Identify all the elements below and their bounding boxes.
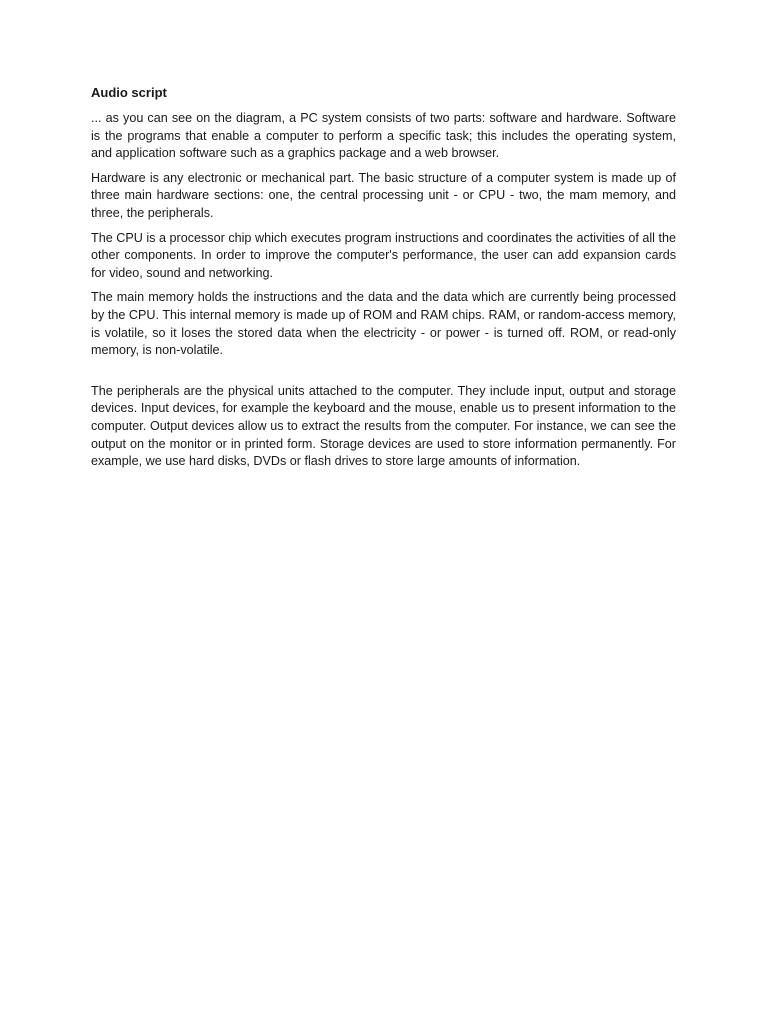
paragraph-hardware: Hardware is any electronic or mechanical part. The basic structure of a computer system is made up of three main hardware sections: one, the central processing unit - or CPU - two, the mam memory, and three, the peripherals. — [91, 170, 676, 220]
document-page — [91, 84, 676, 478]
paragraph-software: ... as you can see on the diagram, a PC system consists of two parts: software and hardware. Software is the programs that enable a computer to perform a specific task; this includes the operating system, and application software such as a graphics package and a web browser. — [91, 111, 676, 161]
paragraph-peripherals: The peripherals are the physical units attached to the computer. They include input, output and storage devices. Input devices, for example the keyboard and the mouse, enable us to present information to the computer. Output devices allow us to extract the results from the computer. For instance, we can see the output on the monitor or in printed form. Storage devices are used to store information permanently. For example, we use hard disks, DVDs or flash drives to store large amounts of information. — [91, 383, 676, 469]
paragraph-main-memory: The main memory holds the instructions and the data and the data which are currently being processed by the CPU. This internal memory is made up of ROM and RAM chips. RAM, or random-access memory, is volatile, so it loses the stored data when the electricity - or power - is turned off. ROM, or read-only memory, is non-volatile. — [91, 290, 676, 358]
paragraph-cpu: The CPU is a processor chip which executes program instructions and coordinates the activities of all the other components. In order to improve the computer's performance, the user can add expansion cards for video, sound and networking. — [91, 230, 676, 280]
document-title: Audio script — [91, 85, 167, 100]
